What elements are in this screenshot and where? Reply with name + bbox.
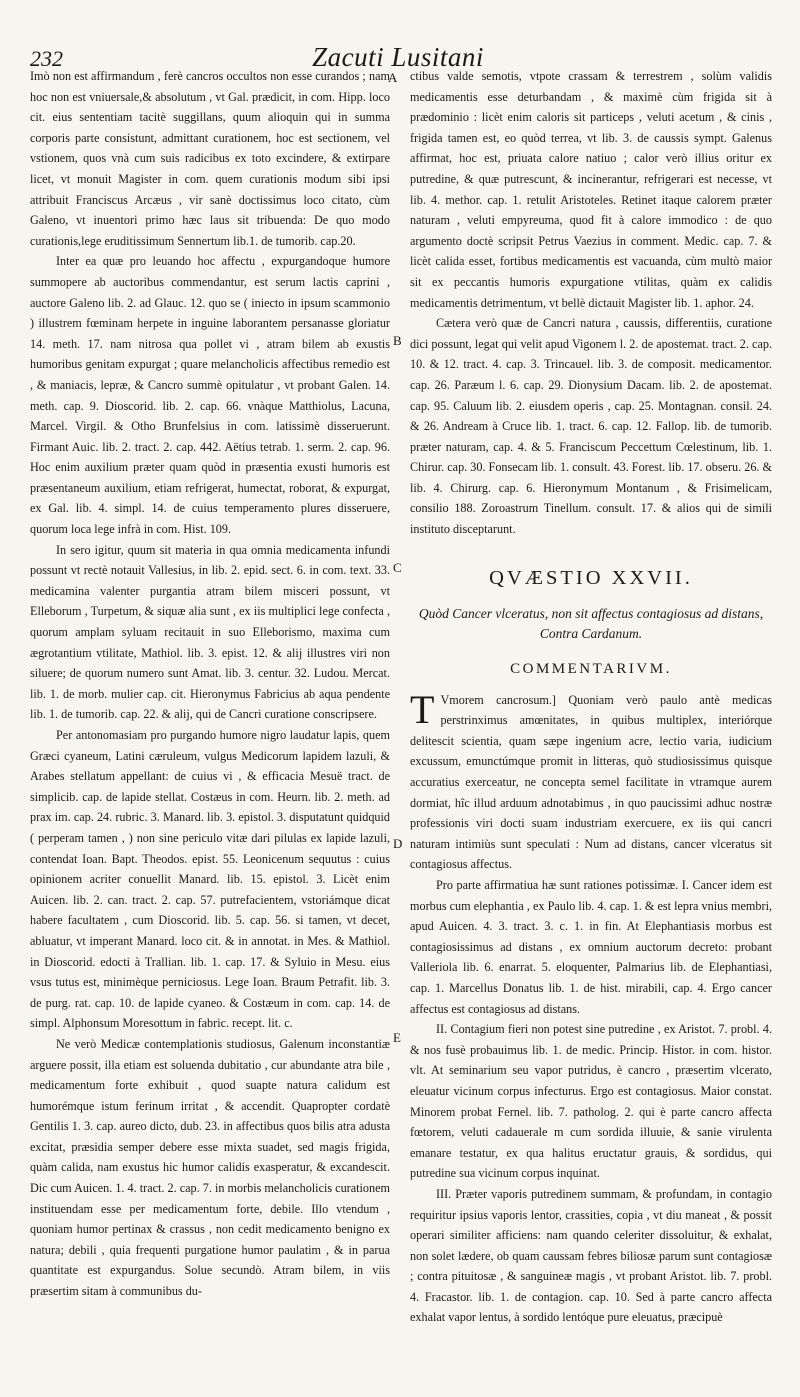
drop-cap: T	[410, 686, 435, 732]
margin-letter-e: E	[393, 1030, 401, 1045]
paragraph: II. Contagium fieri non potest sine putredine , ex Aristot. 7. probl. 4. & nos fusè probauimus lib. 1. de medic. Princip. Histor. in com. histor. vlt. At seminarium seu vapor putridus, è cancro , præsertim vlcerato, eleuatur vicinum corpus infecturus. Ergo est contagiosus. Maior constat. Minorem probat Fernel. lib. 7. patholog. 2. qui è parte cancro affecta fœtorem, veluti cadauerale m cum sordida illuuie, & sanie virulenta emanare testatur, ex qua halitus eructatur grauis, & sordidus, qui putredine sua vicinum corpus inquinat.	[410, 1022, 772, 1181]
commentary-first-paragraph	[410, 686, 772, 875]
paragraph: In sero igitur, quum sit materia in qua omnia medicamenta infundi possunt vt rectè notauit Vallesius, in lib. 2. epid. sect. 6. in com. text. 33. medicamina valenter purgantia atram bilem misceri possunt, vt Elleborum , Turpetum, & siquæ alia sunt , ex iis multiplici lege confecta , quorum amplam syluam recitauit in suo Elleborismo, maxima cum ægrotantium vtilitate, Mathiol. lib. 3. epist. 12. & alij illustres viri non siluere; de quorum numero sunt Amat. lib. 3. centur. 32. Ludou. Mercat. lib. 1. de morb. mulier cap. cit. Hieronymus Fabricius ab aqua pendente lib. 1. de tumorib. cap. 22. & alij, qui de Cancri curatione conscripsere.	[30, 542, 390, 722]
paragraph: ctibus valde semotis, vtpote crassam & terrestrem , solùm validis medicamentis esse deturbandam , & maximè cùm frigida sit à prædominio : licèt enim caloris sit particeps , veluti acetum , & cinis , frigida tamen est, eo quòd terrea, vt lib. 3. de caussis sympt. Galenus affirmat, hoc est, priuata calore natiuo ; calor verò illius oritur ex putredine, & quæ putrescunt, & incinerantur, refrigerari est necesse, vt lib. 4. methor. cap. 1. retulit Aristoteles. Retinet itaque calorem præter naturam , veluti empyreuma, quod fit à calore immodico : de quo argumento doctè scripsit Petrus Vaezius in comment. Medic. cap. 7. & licèt calida esset, fortibus medicamentis est vacuanda, cùm multò maior sit ex peccantis humoris expurgatione vtilitas, quàm ex calidis medicamentis detrimentum, vt bellè dictauit Magister lib. 1. aphor. 24.	[410, 69, 772, 310]
margin-letter-d: D	[393, 836, 403, 851]
margin-letter-a: A	[388, 70, 398, 85]
question-subtitle: Quòd Cancer vlceratus, non sit affectus contagiosus ad distans, Contra Cardanum.	[418, 605, 764, 641]
margin-letter-b: B	[393, 333, 402, 348]
left-column	[30, 66, 390, 1386]
paragraph: Imò non est affirmandum , ferè cancros occultos non esse curandos ; nam hoc non est vniuersale,& absolutum , vt Gal. prædicit, in com. Hipp. loco cit. eius sententiam tacitè suggillans, quum alioquin qui in summa corporis parte consistunt, admittant curationem, hoc est sectionem, vel vstionem, quos vnà cum suis radicibus ex toto excindere, & extirpare licet, vt monuit Magister in com. quem curationis modum sibi ipsi attribuit Franciscus Arcæus , vir sanè doctissimus loco citato, cùm Galeno, vt inuentori primo hæc laus sit tribuenda: De quo modo curationis,lege eruditissimum Sennertum lib.1. de tumorib. cap.20.	[30, 69, 390, 248]
running-title: Zacuti Lusitani	[312, 42, 484, 72]
paragraph: Pro parte affirmatiua hæ sunt rationes potissimæ. I. Cancer idem est morbus cum elephantia , ex Paulo lib. 4. cap. 1. & est lepra vnius membri, apud Auicen. 4. 3. tract. 3. c. 1. in fin. At Elephantiasis morbus est contagiosissimus ad distans , ex omnium auctorum decreto: probant Valleriola lib. 6. enarrat. 5. eloquenter, Palmarius lib. de Elephantiasi, cap. 1. Marcellus Donatus lib. 1. de hist. mirabili, cap. 4. Ergo cancer affectus est contagiosus ad distans.	[410, 878, 772, 1016]
paragraph-text: Vmorem cancrosum.] Quoniam verò paulo antè medicas perstrinximus amœnitates, in quibus multiplex, interiórque delitescit scientia, quam sæpe ingenium acre, lectio varia, iudicium excussum, emunctúmque promit in litteras, quò studiosissimus quisque accuratius exerceatur, ne concepta semel facilitate in vtramque aurem dormiat, hîc illud arduum adnotabimus , in quo paucissimi adhuc nostræ professionis viri docti suam industriam exercuere, ex iis qui cancri naturam intimiùs sunt speculati : Num ad distans, cancer vlceratus sit contagiosus affectus.	[410, 692, 772, 872]
paragraph: III. Præter vaporis putredinem summam, & profundam, in contagio requiritur ipsius vaporis lentor, crassities, copia , vt diu maneat , & possit operari similiter afficiens: nam quando celeriter dissoluitur, & exhalat, non solet lædere, ob quam caussam febres biliosæ parum sunt contagiosæ ; contra pituitosæ , & sanguineæ magis , vt probant Aristot. lib. 7. probl. 4. Fracastor. lib. 1. de contagion. cap. 10. Sed à parte cancro affecta exhalat vapor lentus, à sordido lentóque pure eleuatus, præcipuè	[410, 1186, 772, 1325]
page-number: 232	[30, 46, 63, 71]
paragraph: Cætera verò quæ de Cancri natura , caussis, differentiis, curatione dici possunt, legat qui velit apud Vigonem l. 2. de apostemat. tract. 2. cap. 10. & 12. tract. 4. cap. 3. Trincauel. lib. 3. de composit. medicamentor. cap. 26. Paræum l. 6. cap. 29. Dionysium Dacam. lib. 2. de apostemat. cap. 95. Caluum lib. 2. eiusdem operis , cap. 25. Montagnan. consil. 24. & 26. Andream à Cruce lib. 1. tract. 6. cap. 12. Fallop. lib. de tumorib. præter naturam, cap. 4. & 5. Franciscum Peccettum Cœlestinum, lib. 1. Chirur. cap. 30. Fonsecam lib. 1. consult. 43. Forest. lib. 17. obseru. 26. & lib. 4. Chirurg. cap. 6. Hieronymum Montanum , & Frisimelicam, consilio 188. Zoroastrum Tinellum. consult. 17. & alios qui de simili instituto disceptarunt.	[410, 316, 772, 537]
paragraph: Per antonomasiam pro purgando humore nigro laudatur lapis, quem Græci cyaneum, Latini cæruleum, vulgus Medicorum lapidem lazuli, & Arabes stellatum appellant: de cuius vi , & efficacia Mesuë tract. de simplicib. cap. de lapide stellat. Costæus in com. Heurn. lib. 2. meth. ad prax im. cap. 24. rubric. 3. Manard. lib. 3. epistol. 3. disputatunt quidquid ( perperam tamen , ) non sine periculo vitæ dari pilulas ex lapide lazuli, contendat Ioan. Bapt. Theodos. epist. 55. Leonicenum sequutus : cuius opinionem acriter conuellit Manard. lib. 15. epistol. 3. Licèt enim Auicen. lib. 2. can. tract. 2. cap. 57. putrefacientem, vstoriámque dicat habere facultatem , cum Dioscorid. lib. 5. cap. 56. si tamen, vt decet, abluatur, vt imperant Manard. loco cit. & in annotat. in Mes. & Mathiol. in Dioscorid. edocti à Trallian. lib. 1. cap. 17. & Syluio in Mesu. eius vsus tutus est, minimèque perniciosus. Lege Ioan. Braum Petrafit. lib. 3. de purg. rat. cap. 10. de lapide cyaneo. & Costæum in com. cap. 14. de simpl. Alphonsum Moresottum in fabric. recept. lit. c.	[30, 728, 390, 1031]
commentary-heading: COMMENTARIVM.	[510, 660, 672, 677]
question-title: QVÆSTIO XXVII.	[489, 566, 693, 589]
right-column	[410, 66, 772, 1386]
paragraph: Inter ea quæ pro leuando hoc affectu , expurgandoque humore summopere ab auctoribus commendantur, est serum lactis caprini , auctore Galeno lib. 2. ad Glauc. 12. quo se ( iniecto in ipsum scammonio ) illustrem fœminam herpete in inguine laborantem persanasse gloriatur 14. meth. 17. nam nitrosa qua pollet vi , atram bilem ab exustis humoribus genitam expurgat ; quare melancholicis affectibus remedio est , & maniacis, lepræ, & Cancro summè opitulatur , vt probant Galen. 14. meth. cap. 9. Dioscorid. lib. 2. cap. 66. vnàque Matthiolus, Lacuna, Marcel. Virgil. & Otho Brunfelsius in com. latissimè disseruerunt. Firmant Auic. lib. 2. tract. 2. cap. 442. Aëtius tetrab. 1. serm. 2. cap. 96. Hoc enim auxilium præter quam quòd in præsentia exusti humoris est præsentaneum auxilium, etiam refrigerat, humectat, roborat, & expurgat, ex Gal. lib. 4. simpl. 14. de cuius temperamento plures disseruere, quorum loca lege infrà in com. Hist. 109.	[30, 254, 390, 537]
margin-letter-c: C	[393, 560, 402, 575]
paragraph: Ne verò Medicæ contemplationis studiosus, Galenum inconstantiæ arguere possit, illa etiam est soluenda dubitatio , cur abundante atra bile , medicamentum forte exhibuit , quod suapte natura calidum est humorémque istum ferinum irritat , & accendit. Quapropter cordatè Gentilis 1. 3. cap. aureo dicto, dub. 23. in affectibus quos bilis atra adusta excitat, præsidia semper debere esse mixta suadet, sed magis frigida, quàm calida, nam exustus hic humor calidis exasperatur, & excandescit. Dic cum Auicen. 1. 4. tract. 2. cap. 7. in morbis melancholicis curationem instituendam esse per medicamentum forte, debile. Illo vtendum , quoniam humor pertinax & crassus , non cedit medicamento benigno ex natura; debili , quia frequenti purgatione humor paulatim , & in parua quantitate est expurgandus. Solue secundò. Atram bilem, in viis præsertim sitam à communibus du-	[30, 1036, 390, 1299]
